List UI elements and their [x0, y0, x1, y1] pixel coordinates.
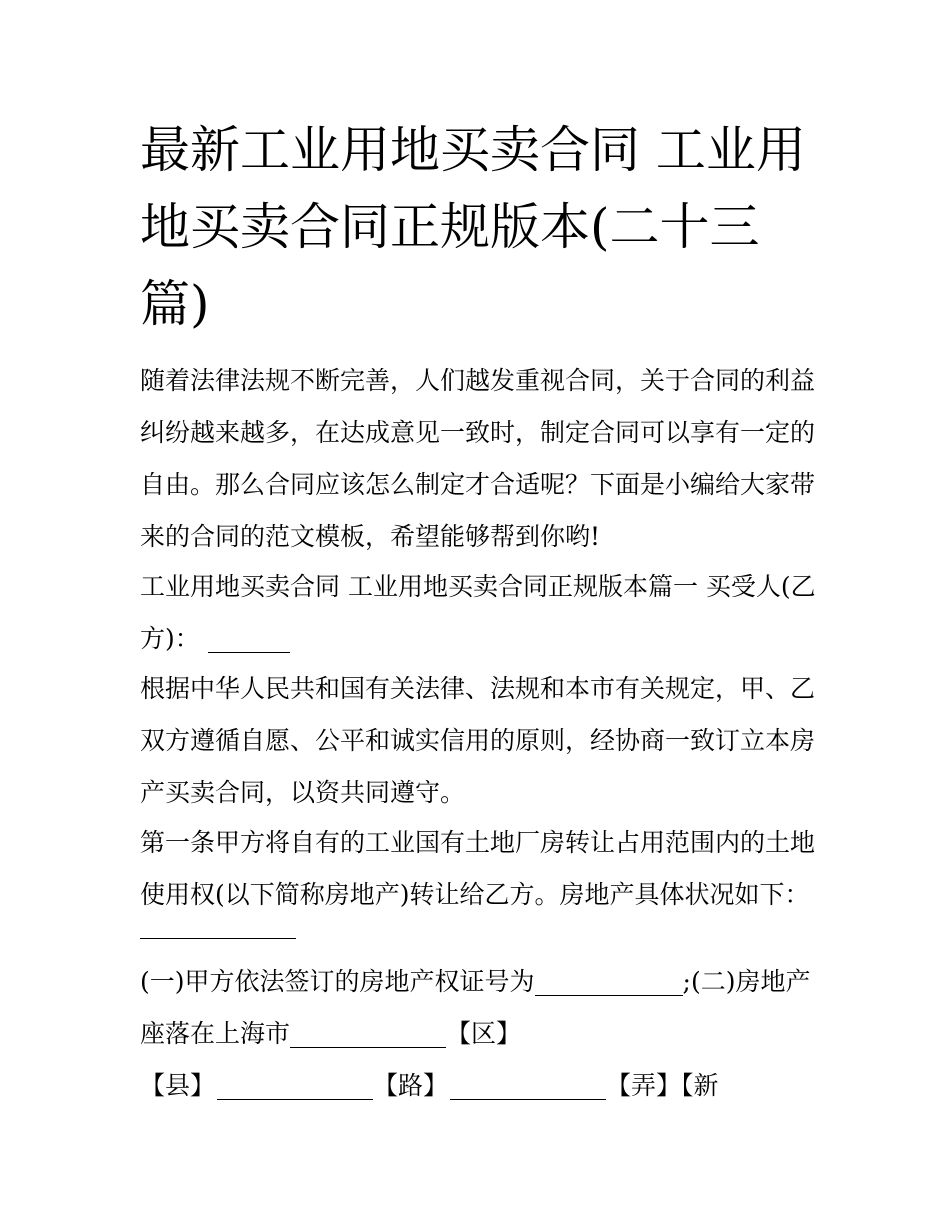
item-one-prefix: (一)甲方依法签订的房地产权证号为: [140, 967, 535, 996]
section-heading-text: 工业用地买卖合同 工业用地买卖合同正规版本篇一 买受人(乙方)：: [140, 572, 816, 653]
property-status-blank: [140, 938, 296, 939]
basis-paragraph: 根据中华人民共和国有关法律、法规和本市有关规定，甲、乙双方遵循自愿、公平和诚实信用的原则，经协商一致订立本房产买卖合同，以资共同遵守。: [140, 674, 816, 807]
bracket-road: 【路】: [373, 1071, 449, 1100]
article-one-text: 第一条甲方将自有的工业国有土地厂房转让占用范围内的土地使用权(以下简称房地产)转让给乙方。房地产具体状况如下：: [140, 828, 816, 909]
bracket-district: 【区】: [446, 1019, 522, 1048]
property-details-paragraph: [140, 956, 820, 1112]
bracket-lane: 【弄】: [606, 1071, 682, 1100]
location-prefix: 座落在上海市: [140, 1019, 291, 1048]
item-two-prefix: ;(二)房地产: [682, 967, 811, 996]
article-one-paragraph: [140, 817, 820, 921]
bracket-county: 【县】: [140, 1071, 216, 1100]
document-title: 最新工业用地买卖合同 工业用地买卖合同正规版本(二十三篇): [140, 121, 806, 333]
certificate-number-blank: [535, 994, 683, 996]
road-blank: [450, 1098, 606, 1100]
section-heading-paragraph: [140, 561, 820, 665]
district-blank: [290, 1046, 446, 1048]
bracket-new: 【新: [681, 1071, 719, 1100]
buyer-name-blank: [208, 651, 290, 653]
county-blank: [217, 1098, 373, 1100]
intro-paragraph: 随着法律法规不断完善，人们越发重视合同，关于合同的利益纠纷越来越多，在达成意见一致时，制定合同可以享有一定的自由。那么合同应该怎么制定才合适呢？下面是小编给大家带来的合同的范文模板，希望能够帮到你哟!: [140, 366, 816, 551]
